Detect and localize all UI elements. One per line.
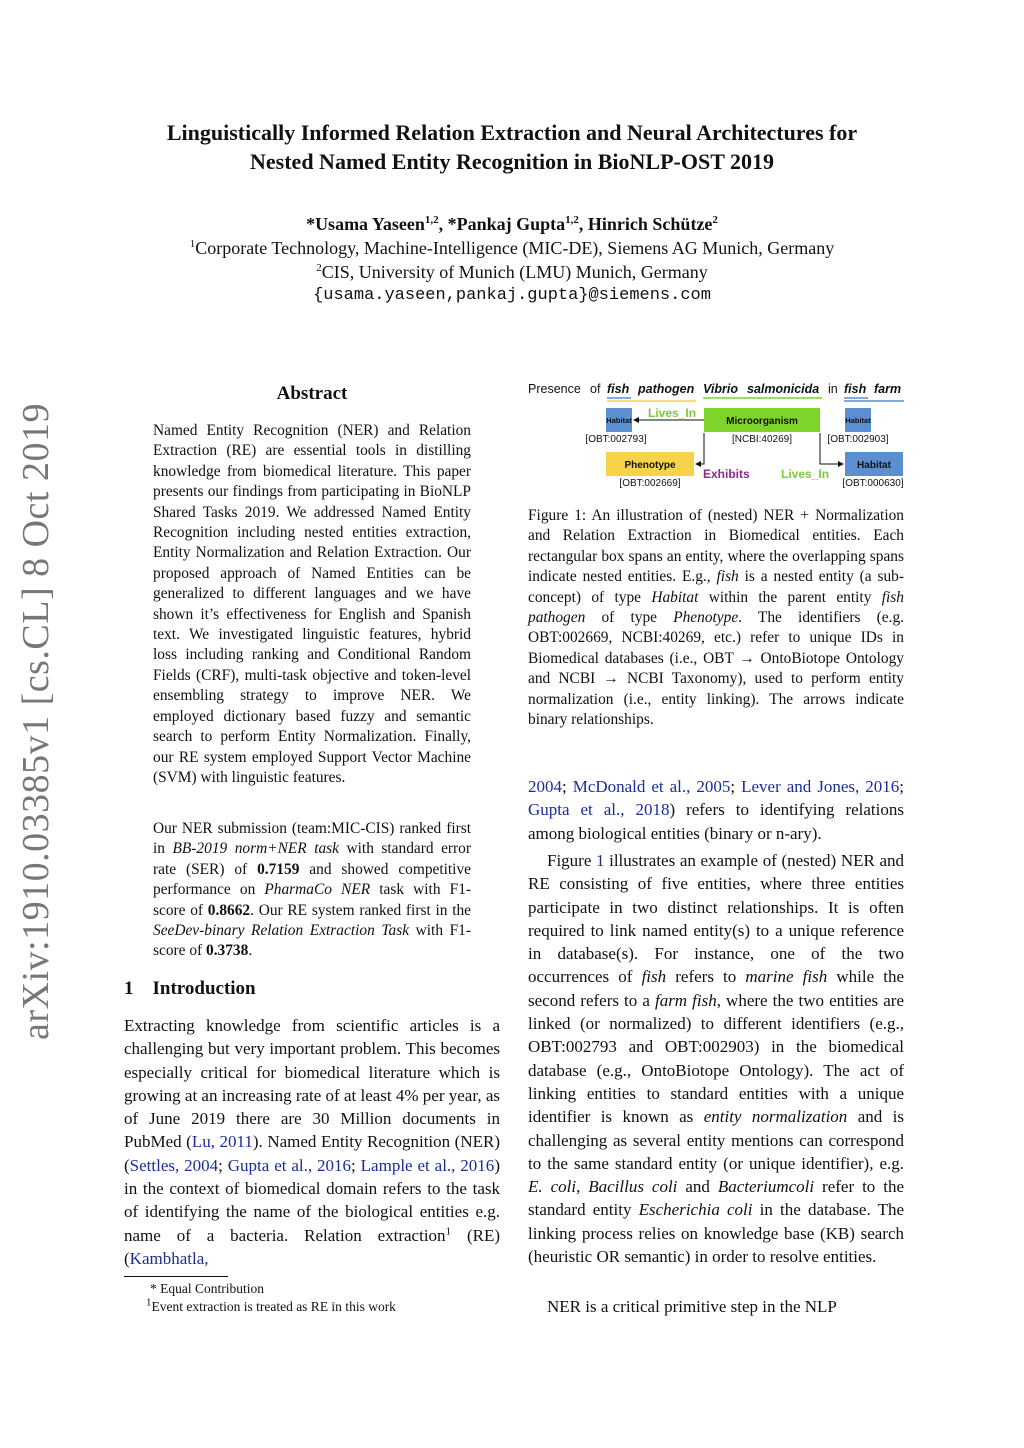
- affiliation-1: [0, 236, 1024, 260]
- relation-arrow-exhibits: [696, 433, 704, 464]
- body-text: and: [677, 1177, 718, 1197]
- word-vibrio: Vibrio: [703, 382, 738, 396]
- word-of: of: [590, 382, 601, 396]
- body-text: ;: [899, 777, 904, 796]
- intro-text: ;: [351, 1155, 361, 1175]
- affiliation-1-sup: 1: [189, 238, 196, 250]
- body-text: ;: [730, 777, 742, 796]
- intro-text: ;: [218, 1155, 228, 1175]
- caption-italic: fish: [716, 568, 739, 586]
- entity-label-habitat-3: Habitat: [857, 460, 891, 471]
- task-seedev: SeeDev-binary Relation Extraction Task: [153, 922, 410, 940]
- abstract-p2-text: task with F1-score of: [153, 881, 472, 919]
- ser-score: 0.7159: [257, 860, 300, 878]
- id-habitat-3: [OBT:000630]: [842, 478, 904, 489]
- abstract-p2-text: with F1-score of: [153, 922, 472, 960]
- author-email[interactable]: {usama.yaseen,pankaj.gupta}@siemens.com: [313, 286, 711, 305]
- body-italic: marine fish: [745, 967, 828, 987]
- abstract-p2-text: and showed competitive performance on: [153, 860, 471, 899]
- f1-score-seedev: 0.3738: [206, 942, 249, 960]
- body-italic: Bacteriumcoli: [717, 1177, 815, 1197]
- citation-link[interactable]: Gupta et al., 2016: [227, 1155, 352, 1175]
- paper-title: [0, 118, 1024, 176]
- word-fish-1: fish: [607, 382, 630, 396]
- relation-label-lives-in-1: Lives_In: [648, 406, 697, 420]
- introduction-paragraph: [124, 1014, 500, 1270]
- author-1: *Usama Yaseen: [306, 214, 425, 234]
- abstract-p2-text: . Our RE system ranked first in the: [250, 901, 471, 919]
- id-habitat-1: [OBT:002793]: [585, 434, 647, 445]
- abstract-p2-text: with standard error rate (SER) of: [153, 840, 471, 878]
- author-names: *Usama Yaseen$^{1,2}$, *Pankaj Gupta$^{1,2}$, Hinrich Schütze$^2$: [306, 214, 718, 234]
- footnote-rule: [124, 1276, 228, 1277]
- entity-label-habitat-2: Habitat: [845, 416, 871, 425]
- caption-text: . The identifiers (e.g. OBT:002669, NCBI:40269, etc.) refer to unique IDs in Biomedical databases (i.e., OBT → OntoBiotope Ontology and NCBI → NCBI Taxonomy), used to perform entity normalization (i.e., entity linking). The arrows indicate binary relationships.: [528, 609, 904, 729]
- intro-text: (RE) (: [124, 1225, 500, 1268]
- right-paragraph-3: NER is a critical primitive step in the NLP: [547, 1297, 837, 1316]
- id-habitat-2: [OBT:002903]: [827, 434, 889, 445]
- body-italic: Bacillus coli: [588, 1177, 678, 1197]
- intro-text: Extracting knowledge from scientific articles is a challenging but very important problem. This becomes especially critical for biomedical literature which is growing at an increasing rate of at least 4% per year, as of June 2019 there are 30 Million documents in PubMed (: [124, 1016, 500, 1152]
- caption-text: within the parent entity: [698, 588, 882, 606]
- body-text: refers to: [666, 967, 746, 987]
- figure-1-caption: [528, 506, 904, 730]
- caption-text: Figure 1: An illustration of (nested) NER + Normalization and Relation Extraction in Biomedical entities. Each rectangular box spans an entity, where the overlapping spans indicate nested entities. E.g.,: [528, 507, 904, 586]
- author-2: *Pankaj Gupta: [447, 214, 566, 234]
- f1-score-pharmaco: 0.8662: [207, 901, 251, 919]
- caption-italic: Phenotype: [673, 609, 739, 627]
- citation-link[interactable]: Lever and Jones, 2016: [741, 777, 900, 796]
- word-salmonicida: salmonicida: [747, 382, 820, 396]
- caption-text: is a nested entity (a sub-concept) of type: [528, 568, 905, 606]
- word-farm: farm: [874, 382, 902, 396]
- citation-link[interactable]: Lample et al., 2016: [360, 1155, 495, 1175]
- id-phenotype: [OBT:002669]: [619, 478, 681, 489]
- intro-text: ) in the context of biomedical domain refers to the task of identifying the name of the biological entities e.g. name of a bacteria. Relation extraction: [124, 1155, 500, 1245]
- author-3-affil: 2: [712, 214, 718, 226]
- body-italic: fish: [641, 967, 667, 987]
- affiliation-2-text: CIS, University of Munich (LMU) Munich, Germany: [321, 262, 708, 282]
- caption-italic: Habitat: [651, 588, 699, 606]
- section-title: Introduction: [152, 978, 256, 999]
- right-paragraph-1: [528, 775, 904, 845]
- citation-link[interactable]: Settles, 2004: [129, 1155, 219, 1175]
- affiliation-2-sup: 2: [316, 262, 322, 274]
- abstract-heading: Abstract: [276, 383, 348, 404]
- footnote-1: [146, 1298, 522, 1316]
- body-text: refer to the standard entity: [528, 1177, 904, 1220]
- abstract-paragraph-1: Named Entity Recognition (NER) and Relation Extraction (RE) are essential tools in distilling knowledge from biomedical literature. This paper presents our findings from participating in BioNLP Shared Tasks 2019. We addressed Named Entity Recognition including nested entities extraction, Entity Normalization and Relation Extraction. Our proposed approach of Named Entities can be generalized to different languages and we have shown it’s effectiveness for English and Spanish text. We investigated linguistic features, hybrid loss including ranking and Conditional Random Fields (CRF), multi-task objective and token-level ensembling strategy to improve NER. We employed dictionary based fuzzy and semantic search to perform Entity Normalization. Finally, our RE system employed Support Vector Machine (SVM) with linguistic features.: [153, 422, 471, 786]
- author-3: Hinrich Schütze: [587, 214, 713, 234]
- right-paragraph-2: [528, 849, 904, 1268]
- abstract-paragraph-2: [153, 819, 471, 962]
- body-text: ,: [576, 1177, 589, 1197]
- body-italic: entity normalization: [703, 1107, 848, 1127]
- body-text: illustrates an example of (nested) NER and RE consisting of five entities, where three entities participate in two distinct relationships. It is often required to link named entity(s) to a unique reference in database(s). For instance, one of the two occurrences of: [528, 851, 904, 987]
- section-heading-introduction: [124, 978, 256, 1000]
- author-1-affil: 1,2: [424, 214, 439, 226]
- task-bb2019: BB-2019 norm+NER task: [172, 840, 339, 858]
- footnote-equal-contribution: * Equal Contribution: [150, 1281, 264, 1296]
- relation-label-lives-in-2: Lives_In: [781, 467, 830, 481]
- caption-italic: fish pathogen: [528, 588, 904, 627]
- footnote-ref-link[interactable]: 1: [445, 1225, 452, 1238]
- id-microorganism: [NCBI:40269]: [731, 434, 793, 445]
- affiliation-1-text: Corporate Technology, Machine-Intelligence (MIC-DE), Siemens AG Munich, Germany: [195, 238, 835, 258]
- body-text: ) refers to identifying relations among biological entities (binary or n-ary).: [528, 800, 904, 843]
- task-pharmaco: PharmaCo NER: [264, 881, 371, 899]
- citation-link[interactable]: Lu, 2011: [191, 1132, 253, 1152]
- word-presence: Presence: [528, 382, 581, 396]
- body-italic: Escherichia coli: [638, 1200, 753, 1220]
- example-sentence: [528, 382, 901, 396]
- abstract-p2-text: .: [248, 942, 253, 960]
- title-line-1: Linguistically Informed Relation Extraction and Neural Architectures for: [166, 120, 858, 145]
- entity-label-phenotype: Phenotype: [624, 460, 676, 471]
- affiliation-2: [0, 260, 1024, 284]
- footnote-1-text: Event extraction is treated as RE in this work: [151, 1299, 396, 1314]
- body-italic: E. coli: [528, 1177, 577, 1197]
- figure-1: [528, 378, 904, 493]
- entity-label-microorganism: Microorganism: [726, 416, 798, 427]
- relation-label-exhibits: Exhibits: [703, 467, 750, 481]
- author-2-affil: 1,2: [565, 214, 579, 226]
- body-italic: farm fish: [654, 990, 717, 1010]
- body-text: and is challenging as several entity mentions can correspond to the same standard entity (or unique identifier), e.g.: [528, 1107, 904, 1173]
- citation-link[interactable]: Gupta et al., 2018: [528, 800, 670, 820]
- figure-1-diagram: [528, 378, 904, 493]
- word-fish-2: fish: [844, 382, 867, 396]
- author-block: [0, 212, 1024, 308]
- intro-text: ). Named Entity Recognition (NER) (: [124, 1132, 500, 1175]
- body-text: Figure: [547, 851, 596, 870]
- section-number: 1: [124, 978, 134, 999]
- body-text: ;: [562, 777, 573, 796]
- body-text: while the second refers to a: [528, 967, 904, 1010]
- word-pathogen: pathogen: [638, 382, 695, 396]
- body-text: , where the two entities are linked (or normalized) to different identifiers (e.g., OBT:002793 and OBT:002903) in the biomedical database (e.g., OntoBiotope Ontology). The act of linking entities to standard entities with a unique identifier is known as: [528, 990, 905, 1127]
- figure-ref-link[interactable]: 1: [596, 851, 605, 870]
- citation-link[interactable]: Kambhatla,: [129, 1248, 209, 1268]
- citation-link[interactable]: McDonald et al., 2005: [572, 777, 731, 796]
- title-line-2: Nested Named Entity Recognition in BioNLP-OST 2019: [250, 149, 774, 174]
- footnote-1-marker: 1: [146, 1296, 152, 1309]
- word-in: in: [828, 382, 838, 396]
- citation-link[interactable]: 2004: [528, 777, 562, 796]
- arxiv-identifier[interactable]: arXiv:1910.03385v1 [cs.CL] 8 Oct 2019: [15, 403, 57, 1040]
- entity-label-habitat-1: Habitat: [606, 416, 632, 425]
- abstract-p2-text: Our NER submission (team:MIC-CIS) ranked first in: [153, 820, 471, 858]
- body-text: in the database. The linking process relies on knowledge base (KB) search (heuristic OR semantic) in order to resolve entities.: [528, 1200, 904, 1267]
- caption-text: of type: [585, 609, 674, 627]
